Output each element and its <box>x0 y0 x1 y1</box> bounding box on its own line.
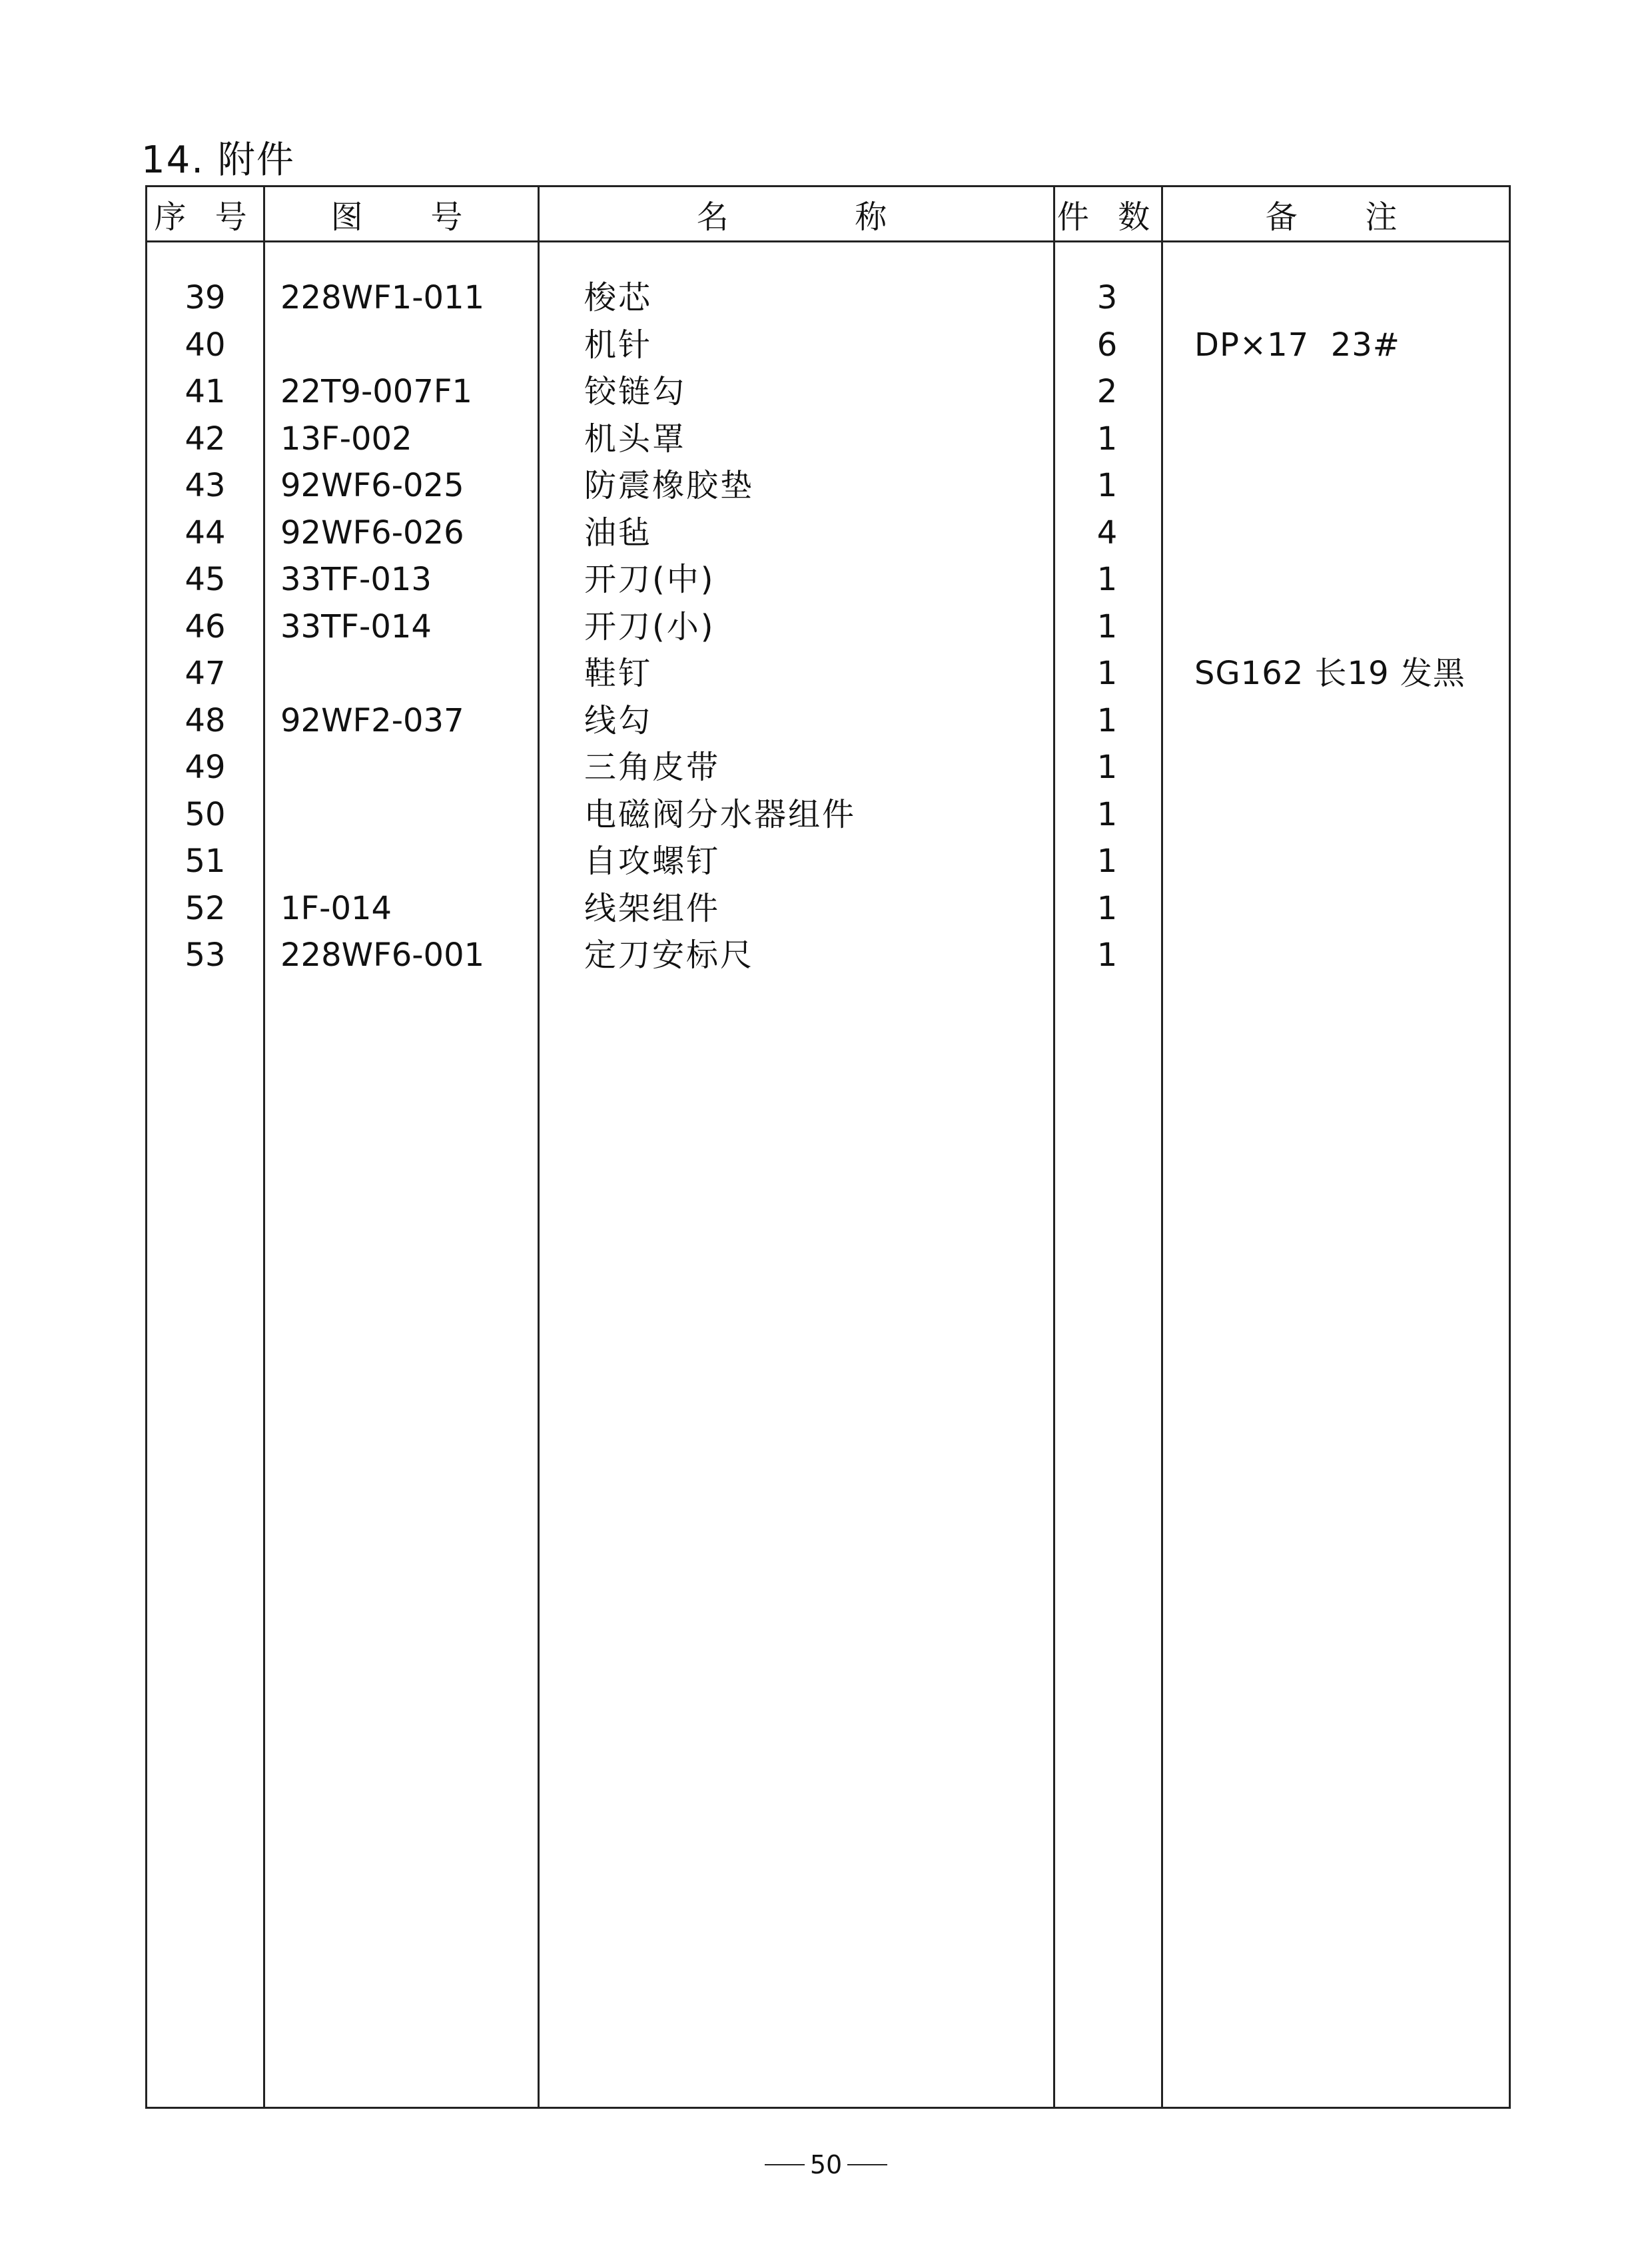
row-qty: 6 <box>1096 326 1118 364</box>
table-body <box>147 274 1509 979</box>
row-qty: 2 <box>1096 373 1118 410</box>
row-name: 自攻螺钉 <box>584 843 721 880</box>
row-part-no: 33TF-014 <box>280 607 432 645</box>
page-number-footer <box>0 2150 1652 2179</box>
row-no: 45 <box>185 561 226 598</box>
header-qty: 件 数 <box>1056 198 1160 236</box>
row-name: 梭芯 <box>584 279 653 316</box>
row-qty: 1 <box>1096 420 1118 458</box>
table-row <box>147 556 1509 603</box>
row-qty: 1 <box>1096 467 1118 504</box>
header-divider <box>147 240 1509 242</box>
dash-right <box>847 2164 887 2165</box>
row-qty: 1 <box>1096 655 1118 692</box>
parts-table <box>145 185 1511 2109</box>
table-row <box>147 603 1509 651</box>
row-no: 53 <box>185 936 226 974</box>
row-part-no: 92WF2-037 <box>280 701 464 739</box>
row-name: 鞋钉 <box>584 655 653 692</box>
table-row <box>147 932 1509 979</box>
row-no: 47 <box>185 655 226 692</box>
table-row <box>147 510 1509 557</box>
table-row <box>147 838 1509 885</box>
row-qty: 1 <box>1096 561 1118 598</box>
row-name: 线勾 <box>584 701 653 739</box>
row-part-no: 92WF6-026 <box>280 514 464 552</box>
row-name: 防震橡胶垫 <box>584 467 755 504</box>
row-no: 50 <box>185 795 226 833</box>
row-part-no: 92WF6-025 <box>280 467 464 504</box>
row-qty: 1 <box>1096 843 1118 880</box>
row-qty: 3 <box>1096 279 1118 316</box>
table-row <box>147 416 1509 463</box>
table-row <box>147 885 1509 933</box>
row-qty: 1 <box>1096 795 1118 833</box>
row-no: 42 <box>185 420 226 458</box>
dash-left <box>765 2164 805 2165</box>
row-qty: 1 <box>1096 889 1118 927</box>
row-remark: SG162 长19 发黑 <box>1194 655 1465 692</box>
row-name: 线架组件 <box>584 889 721 927</box>
row-remark: DP×17 23# <box>1194 326 1401 364</box>
row-name: 机头罩 <box>584 420 687 458</box>
row-part-no: 22T9-007F1 <box>280 373 473 410</box>
table-row <box>147 322 1509 369</box>
table-row <box>147 274 1509 322</box>
row-no: 46 <box>185 607 226 645</box>
table-row <box>147 368 1509 416</box>
row-no: 39 <box>185 279 226 316</box>
table-row <box>147 650 1509 697</box>
row-name: 三角皮带 <box>584 749 721 786</box>
table-row <box>147 697 1509 745</box>
row-no: 41 <box>185 373 226 410</box>
row-no: 40 <box>185 326 226 364</box>
row-part-no: 228WF6-001 <box>280 936 485 974</box>
row-no: 43 <box>185 467 226 504</box>
row-part-no: 33TF-013 <box>280 561 432 598</box>
header-no: 序 号 <box>154 198 256 236</box>
row-qty: 1 <box>1096 749 1118 786</box>
header-name: 名 称 <box>696 198 897 236</box>
table-row <box>147 791 1509 839</box>
header-part-no: 图 号 <box>330 198 472 236</box>
section-title: 14. 附件 <box>141 139 295 182</box>
row-qty: 4 <box>1096 514 1118 552</box>
row-no: 44 <box>185 514 226 552</box>
header-remark: 备 注 <box>1265 198 1407 236</box>
row-name: 油毡 <box>584 514 653 552</box>
row-name: 定刀安标尺 <box>584 936 755 974</box>
row-no: 51 <box>185 843 226 880</box>
page-number: 50 <box>809 2150 843 2179</box>
row-no: 52 <box>185 889 226 927</box>
table-row <box>147 462 1509 510</box>
row-qty: 1 <box>1096 607 1118 645</box>
row-name: 铰链勾 <box>584 373 687 410</box>
row-name: 开刀(小) <box>584 607 715 645</box>
row-part-no: 13F-002 <box>280 420 412 458</box>
row-name: 电磁阀分水器组件 <box>584 795 857 833</box>
row-no: 48 <box>185 701 226 739</box>
row-qty: 1 <box>1096 701 1118 739</box>
table-row <box>147 744 1509 791</box>
row-name: 机针 <box>584 326 653 364</box>
row-part-no: 1F-014 <box>280 889 392 927</box>
row-no: 49 <box>185 749 226 786</box>
row-qty: 1 <box>1096 936 1118 974</box>
row-part-no: 228WF1-011 <box>280 279 485 316</box>
row-name: 开刀(中) <box>584 561 715 598</box>
